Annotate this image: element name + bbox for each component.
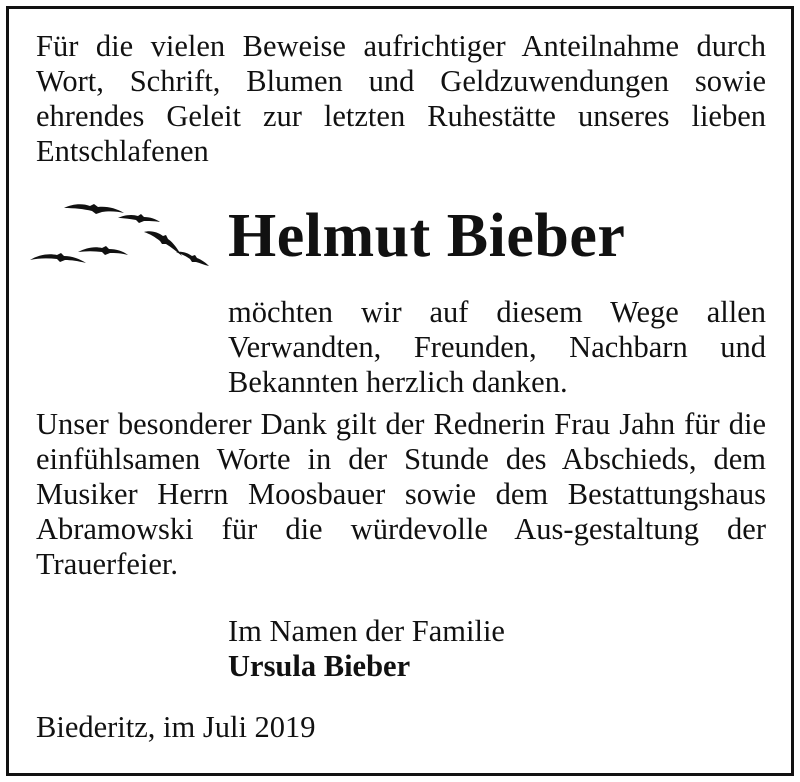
intro-text: Für die vielen Beweise aufrichtiger Anteilnahme durch Wort, Schrift, Blumen und Geldzuwendungen sowie ehrendes Geleit zur letzten Ruhestätte unseres lieben Entschlafenen <box>36 29 766 168</box>
signature-line: Im Namen der Familie <box>228 614 505 648</box>
special-thanks-text: Unser besonderer Dank gilt der Rednerin Frau Jahn für die einfühlsamen Worte in der Stunde des Abschieds, dem Musiker Herrn Moosbauer sowie dem Bestattungshaus Abramowski für die würdevolle Aus-gestaltung der Trauerfeier. <box>36 407 766 581</box>
deceased-name: Helmut Bieber <box>228 202 626 270</box>
signature-name: Ursula Bieber <box>228 649 411 683</box>
thanks-text: möchten wir auf diesem Wege allen Verwandten, Freunden, Nachbarn und Bekannten herzlich danken. <box>228 295 766 399</box>
place-date: Biederitz, im Juli 2019 <box>36 710 316 744</box>
flying-birds-icon <box>26 198 210 274</box>
